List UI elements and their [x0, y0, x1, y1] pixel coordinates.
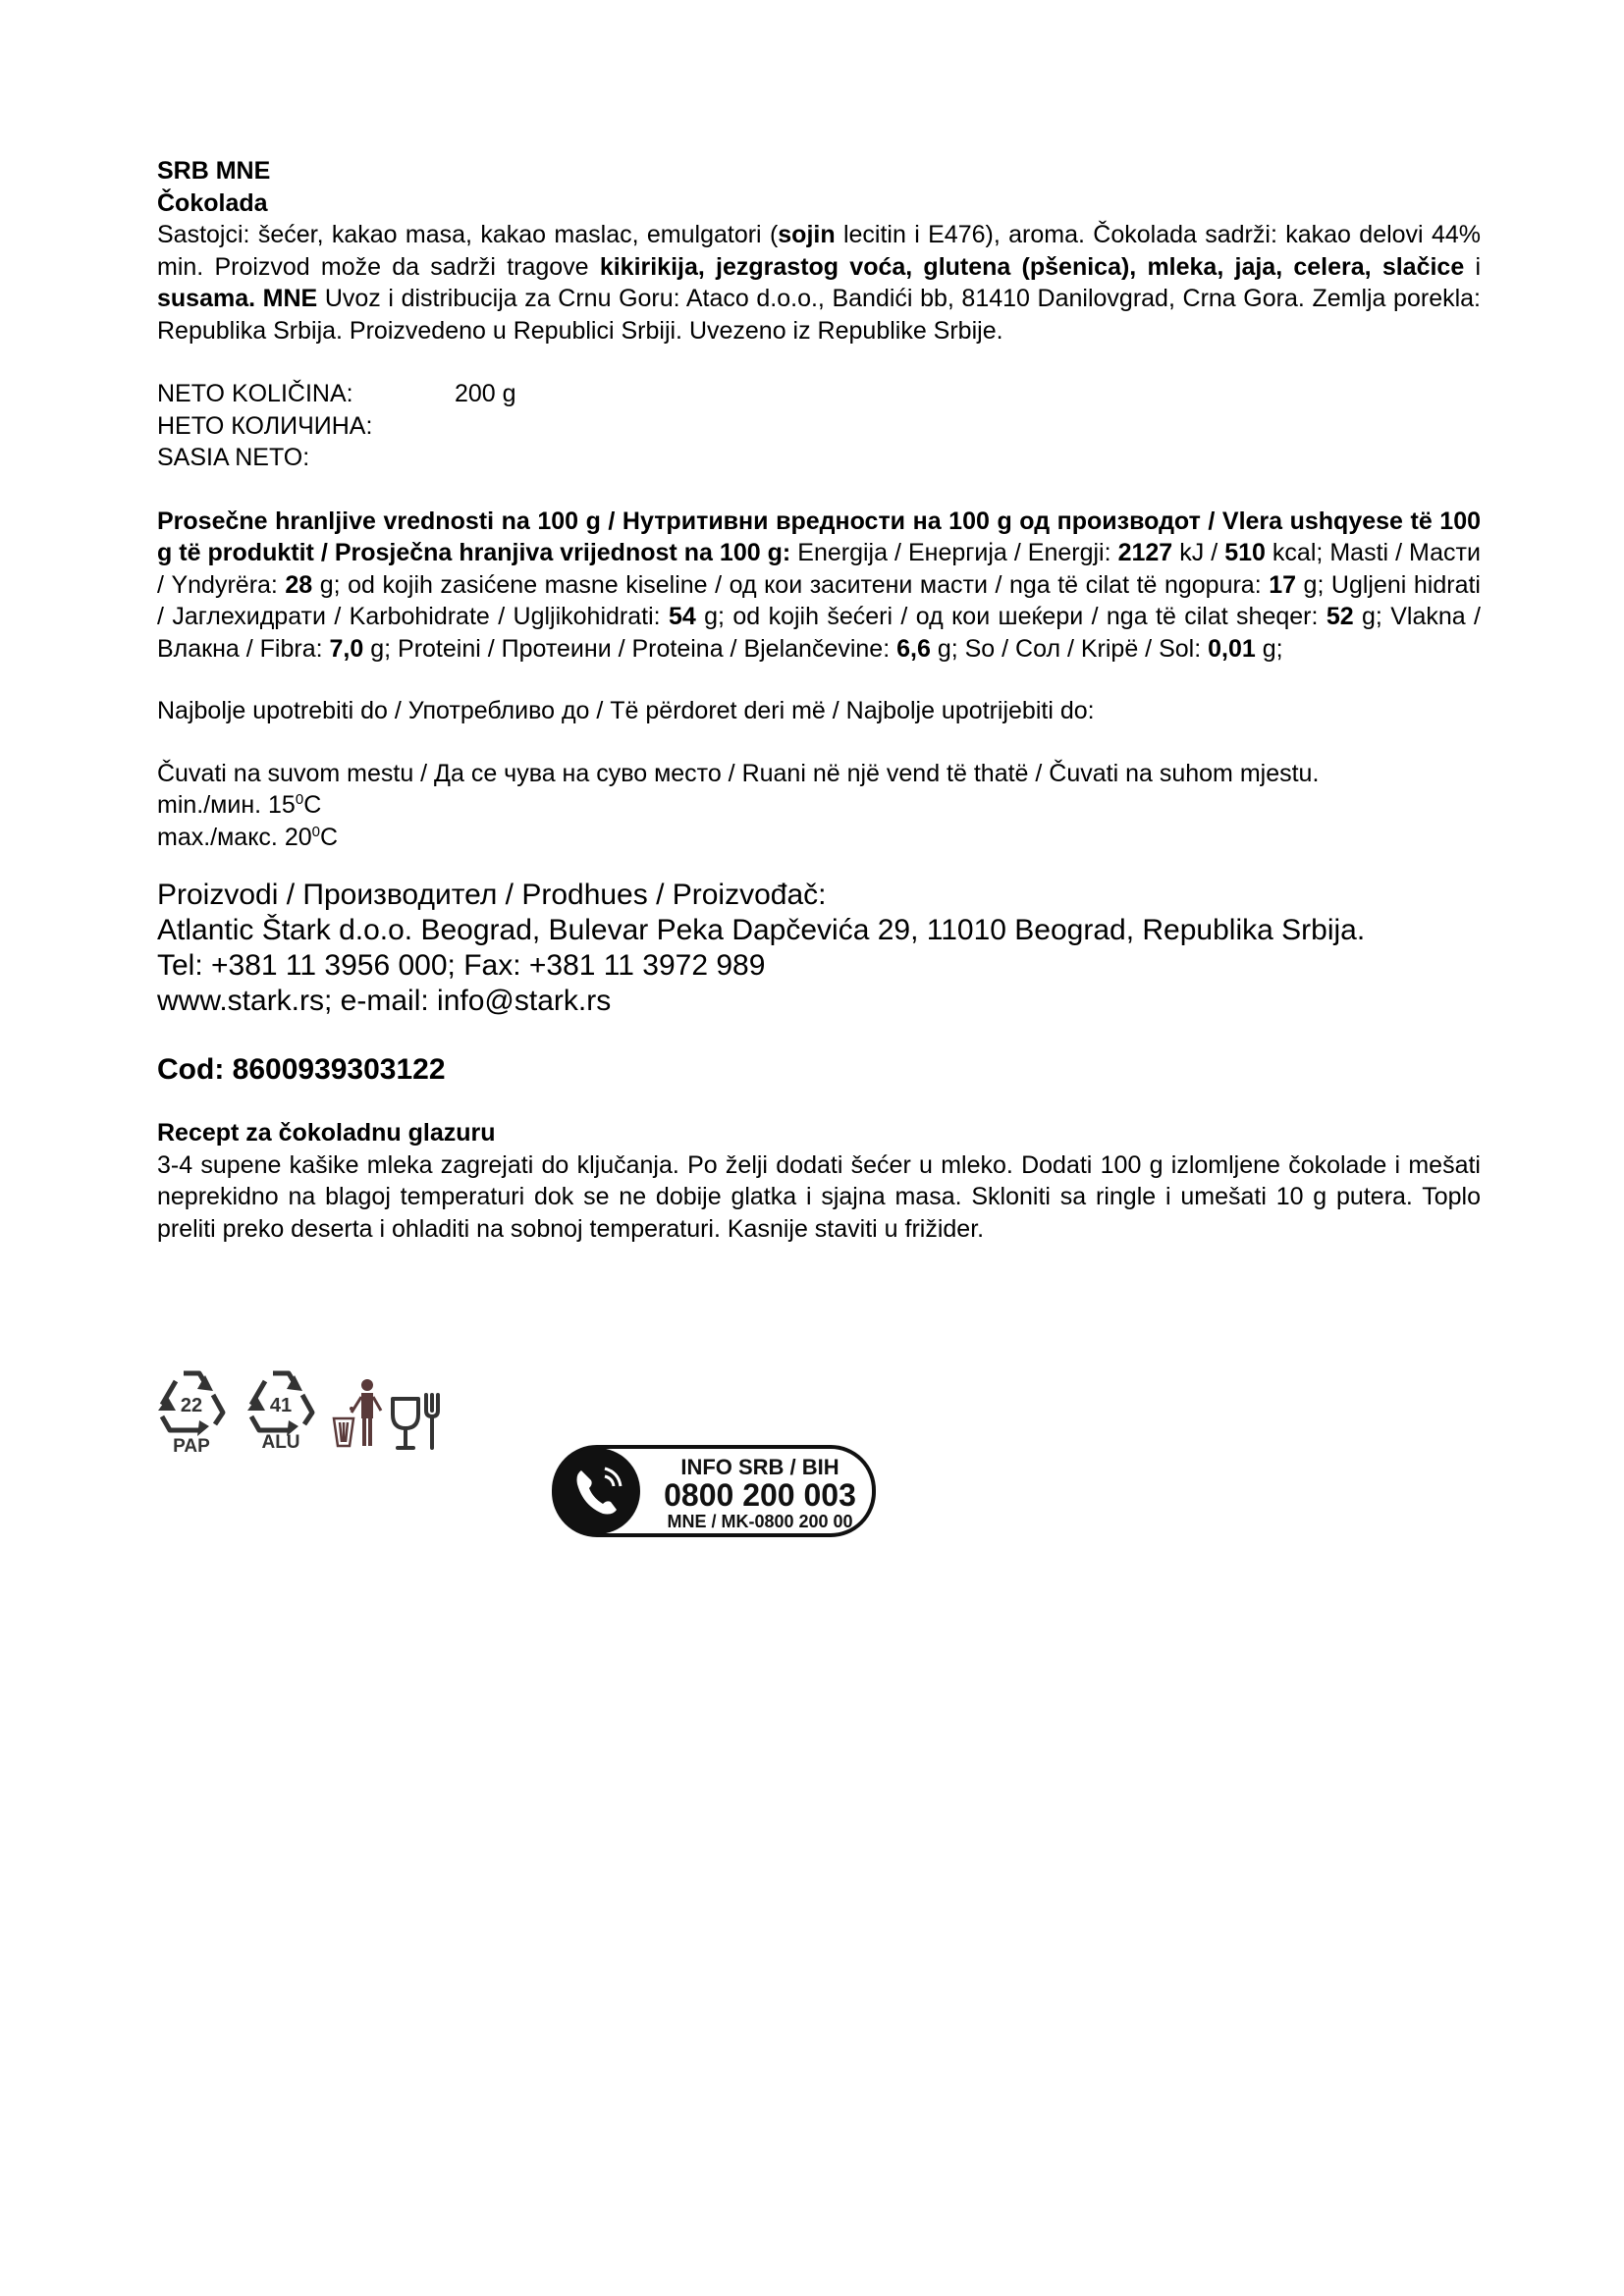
tidyman-icon — [328, 1365, 389, 1454]
allergen-list: kikirikija, jezgrastog voća, glutena (pšenica), mleka, jaja, celera, slačice — [599, 252, 1465, 281]
nutrition-heading: Prosečne hranljive vrednosti na 100 g / Нутритивни вредности на 100 g од производот / Vlera ushqyese të 100 g të produktit / Prosječna hranjiva vrijednost na 100 g: — [157, 507, 1481, 566]
allergen-soy: sojin — [778, 221, 836, 248]
storage-max-label: max./макс. 20 — [157, 823, 312, 851]
net-label-albanian: SASIA NETO: — [157, 444, 310, 471]
infoline-badge — [552, 1445, 876, 1542]
protein-label: g; Proteini / Протеини / Proteina / Bjelančevine: — [363, 634, 897, 663]
net-quantity-row — [157, 378, 1481, 410]
carbohydrate-label: g; Ugljeni hidrati / Јаглехидрати / Karbohidrate / Ugljikohidrati: — [157, 570, 1481, 630]
degree-mark: 0 — [295, 791, 304, 808]
country-codes: SRB MNE — [157, 157, 271, 185]
fiber-value: 7,0 — [329, 634, 364, 663]
net-quantity-row-albanian — [157, 442, 1481, 474]
celsius-unit: C — [319, 823, 339, 851]
salt-label: g; So / Сол / Kripë / Sol: — [930, 634, 1209, 663]
sugar-value: 52 — [1326, 603, 1354, 630]
pap-text: PAP — [173, 1436, 210, 1454]
product-name: Čokolada — [157, 188, 268, 217]
fat-value: 28 — [285, 570, 313, 599]
import-info: Uvoz i distribucija za Crnu Goru: Ataco d.o.o., Bandići bb, 81410 Danilovgrad, Crna Gora. Zemlja porekla: Republika Srbija. Proizvedeno u Republici Srbiji. Uvezeno iz Republike Srbije. — [157, 285, 1482, 345]
recipe-text: 3-4 supene kašike mleka zagrejati do ključanja. Po želji dodati šećer u mleko. Dodati 100 g izlomljene čokolade i mešati neprekidno na blagoj temperaturi dok se ne dobije glatka i sjajna masa. Skloniti sa ringle i umešati 10 g putera. Toplo preliti preko deserta i ohladiti na sobnoj temperaturi. Kasnije staviti u frižider. — [157, 1150, 1481, 1243]
manufacturer-phone: Tel: +381 11 3956 000; Fax: +381 11 3972 989 — [157, 949, 766, 982]
food-safe-icon — [389, 1365, 444, 1454]
kj-unit: kJ / — [1172, 539, 1225, 566]
net-label-latin: NETO KOLIČINA: — [157, 380, 353, 407]
label-document — [157, 155, 1481, 1245]
sugar-label: g; od kojih šećeri / од кои шеќери / nga të cilat sheqer: — [695, 603, 1326, 630]
recycle-alu-icon — [244, 1365, 318, 1454]
saturated-value: 17 — [1269, 570, 1296, 599]
infoline-line3: MNE / MK-0800 200 00 — [667, 1512, 853, 1531]
infoline-number: 0800 200 003 — [664, 1477, 856, 1513]
net-label-cyrillic: НЕТО КОЛИЧИНА: — [157, 411, 373, 440]
ingredients-text: i — [1464, 252, 1482, 281]
manufacturer-label: Proizvodi / Производител / Prodhues / Proizvođač: — [157, 879, 827, 911]
celsius-unit: C — [303, 791, 322, 819]
allergen-sesame: susama. MNE — [157, 285, 318, 312]
storage-min — [157, 789, 1481, 822]
manufacturer-web: www.stark.rs; e-mail: info@stark.rs — [157, 985, 612, 1017]
alu-text: ALU — [261, 1432, 300, 1453]
nutrition-paragraph — [157, 506, 1481, 666]
energy-kcal: 510 — [1224, 539, 1266, 566]
fiber-label: g; Vlakna / Влакна / Fibra: — [157, 603, 1482, 663]
pap-number: 22 — [180, 1395, 203, 1416]
fat-label: kcal; Masti / Масти / Yndyrëra: — [157, 539, 1481, 599]
storage-max — [157, 822, 1481, 854]
ingredients-paragraph — [157, 219, 1481, 347]
manufacturer-address: Atlantic Štark d.o.o. Beograd, Bulevar Peka Dapčevića 29, 11010 Beograd, Republika Srbija. — [157, 914, 1366, 946]
recycle-pap-icon — [154, 1365, 229, 1454]
saturated-label: g; od kojih zasićene masne kiseline / од кои заситени масти / nga të cilat të ngopura: — [312, 570, 1270, 599]
storage-min-label: min./мин. 15 — [157, 791, 296, 819]
energy-kj: 2127 — [1117, 539, 1173, 566]
ingredients-text: lecitin i E476), aroma. Čokolada sadrži: kakao delovi 44% min. Proizvod može da sadrži tragove — [157, 221, 1481, 281]
recipe-title: Recept za čokoladnu glazuru — [157, 1119, 496, 1147]
degree-mark: 0 — [311, 823, 320, 840]
best-before: Najbolje upotrebiti do / Употребливо до / Të përdoret deri më / Najbolje upotrijebiti do: — [157, 697, 1095, 724]
salt-value: 0,01 — [1208, 634, 1256, 663]
energy-label: Energija / Енергија / Energji: — [790, 539, 1118, 566]
alu-number: 41 — [269, 1395, 293, 1416]
net-value: 200 g — [455, 380, 516, 407]
infoline-graphic — [552, 1445, 876, 1537]
packaging-symbols — [154, 1365, 444, 1454]
salt-unit: g; — [1255, 634, 1283, 663]
protein-value: 6,6 — [896, 634, 931, 663]
product-code: Cod: 8600939303122 — [157, 1053, 446, 1086]
infoline-line1: INFO SRB / BIH — [680, 1455, 839, 1479]
ingredients-text: Sastojci: šećer, kakao masa, kakao maslac, emulgatori ( — [157, 221, 779, 248]
carbohydrate-value: 54 — [668, 603, 696, 630]
storage-text: Čuvati na suvom mestu / Да се чува на суво место / Ruani në një vend të thatë / Čuvati na suhom mjestu. — [157, 759, 1320, 787]
net-quantity-row-cyrillic — [157, 410, 1481, 443]
